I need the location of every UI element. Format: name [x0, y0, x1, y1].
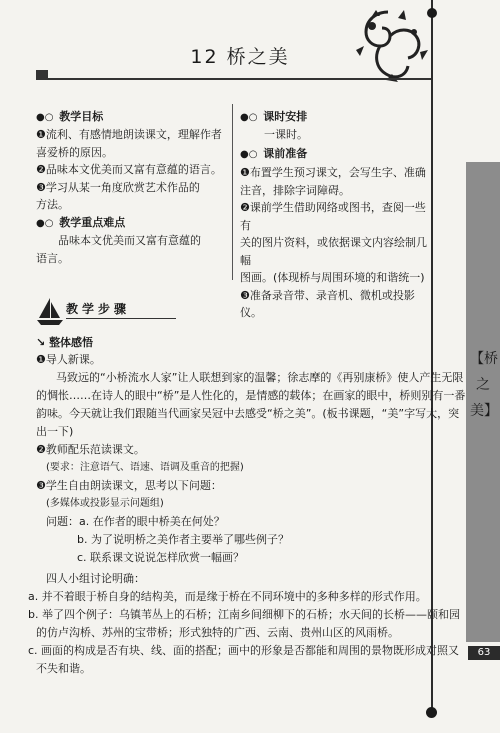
section-heading: ↘ 整体感悟	[36, 336, 94, 349]
body-line: a. 并不着眼于桥自身的结构美，而是缘于桥在不同环境中的多种多样的形式作用。	[28, 590, 427, 603]
goals-list	[36, 126, 232, 214]
body-line: 不失和谐。	[36, 662, 91, 675]
body-line: 四人小组讨论明确：	[46, 572, 145, 585]
prep-line: 注音，排除字词障碍。	[240, 183, 350, 197]
key-heading: ●○ 教学重点难点	[36, 216, 126, 229]
body-line: c. 画面的构成是否有块、线、面的搭配；画中的形象是否都能和周围的景物既形成对照又	[28, 644, 460, 657]
page-title: 12 桥之美	[190, 46, 290, 68]
body-line: c. 联系课文说说怎样欣赏一幅画？	[77, 551, 245, 564]
bullet-icon: ●○	[36, 218, 54, 229]
body-line: (多媒体或投影显示问题组)	[46, 498, 164, 509]
prep-line: ❸准备录音带、录音机、微机或投影仪。	[240, 288, 415, 319]
bullet-icon: ●○	[240, 112, 258, 123]
prep-line: ❶布置学生预习课文，会写生字、准确	[240, 166, 426, 179]
body-line: ❶导人新课。	[36, 353, 101, 366]
dragon-emblem-icon	[346, 6, 430, 84]
goals-heading: ●○ 教学目标	[36, 110, 104, 123]
side-tab-title: 【桥之美】	[470, 351, 498, 419]
title-rule	[36, 78, 431, 80]
key-line: 品味本文优美而又富有意蕴的	[58, 234, 201, 247]
goal-line: 喜爱桥的原因。	[36, 145, 113, 159]
goal-line: ❷品味本文优美而又富有意蕴的语言。	[36, 163, 222, 176]
body-line: ❸学生自由朗读课文，思考以下问题：	[36, 479, 222, 492]
prep-line: ❷课前学生借助网络或图书，查阅一些有	[240, 201, 426, 232]
prep-line: 图画。(体现桥与周围环境的和谐统一)	[240, 271, 425, 284]
arrow-icon: ↘	[36, 336, 46, 349]
body-line: 韵味。今天就让我们跟随当代画家吴冠中去感受“桥之美”。(板书课题，“美”字写大，突	[36, 407, 460, 420]
rule-dot-bottom	[426, 707, 437, 718]
body-line: b. 举了四个例子：乌镇苇丛上的石桥；江南乡间细柳下的石桥；水天间的长桥——颐和园	[28, 608, 460, 621]
schedule-value: 一课时。	[264, 128, 308, 141]
column-divider	[232, 104, 233, 280]
bullet-icon: ●○	[36, 112, 54, 123]
steps-rule	[66, 318, 176, 319]
prep-list	[240, 164, 432, 322]
goal-line: 方法。	[36, 198, 69, 211]
title-rule-cap	[36, 70, 48, 80]
prep-line: 关的图片资料，或依据课文内容绘制几幅	[240, 236, 427, 267]
schedule-heading: ●○ 课时安排	[240, 110, 308, 123]
page-number: 63	[468, 646, 500, 660]
body-line: 的惆怅……在诗人的眼中“桥”是人性化的，是情感的载体；在画家的眼中，桥则别有一番	[36, 389, 466, 402]
bullet-icon: ●○	[240, 149, 258, 160]
goal-line: ❶流利、有感情地朗读课文，理解作者	[36, 128, 222, 141]
body-line: 的仿卢沟桥、苏州的宝带桥；形式独特的广西、云南、贵州山区的风雨桥。	[36, 626, 399, 639]
body-line: (要求：注意语气、语速、语调及重音的把握)	[46, 462, 244, 473]
goal-line: ❸学习从某一角度欣赏艺术作品的	[36, 180, 200, 194]
prep-heading: ●○ 课前准备	[240, 147, 308, 160]
key-text	[36, 232, 232, 267]
body-line: b. 为了说明桥之美作者主要举了哪些例子？	[77, 533, 289, 546]
body-line: ❷教师配乐范读课文。	[36, 443, 145, 456]
steps-heading: 教学步骤	[66, 302, 131, 316]
body-line: 问题：a. 在作者的眼中桥美在何处？	[46, 515, 225, 528]
key-line: 语言。	[36, 251, 69, 265]
body-line: 出一下)	[36, 425, 74, 438]
body-line: 马致远的“小桥流水人家”让人联想到家的温馨；徐志摩的《再别康桥》使人产生无限	[56, 371, 464, 384]
sailboat-icon	[36, 296, 64, 326]
